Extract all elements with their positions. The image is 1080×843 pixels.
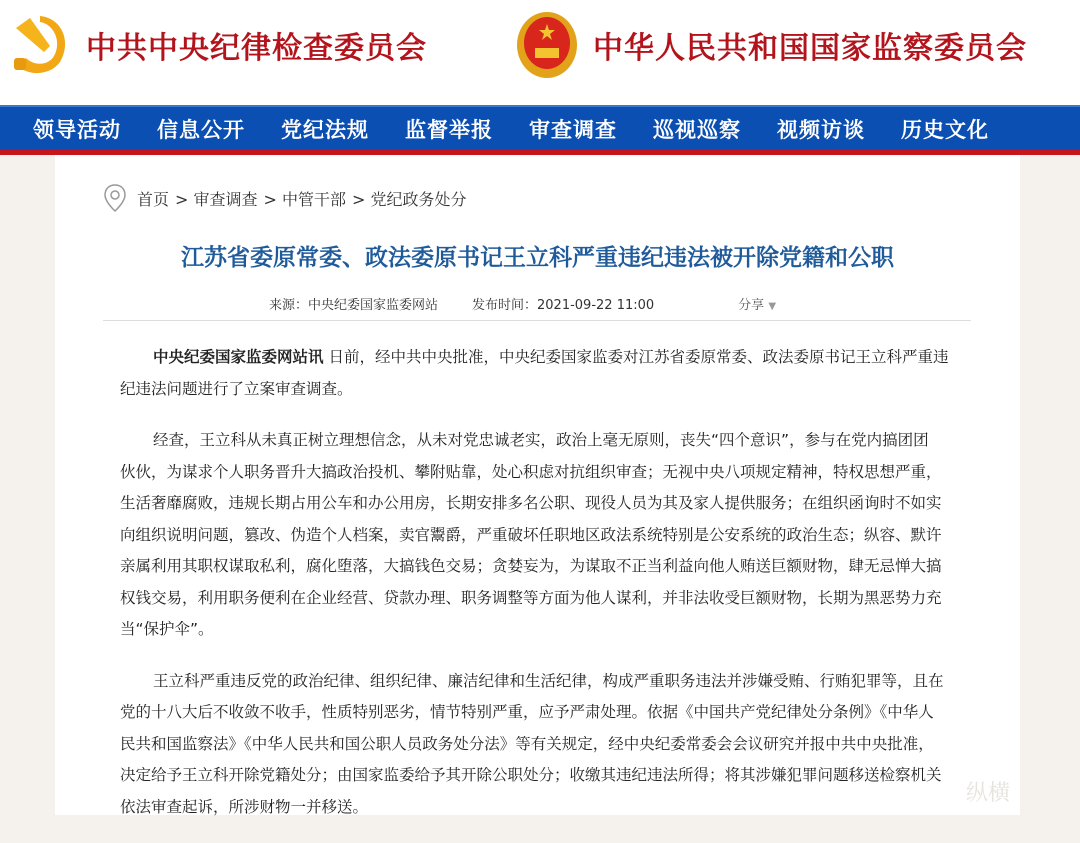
breadcrumb-discipline[interactable]: > 党纪政务处分 [352, 189, 467, 209]
nav-report[interactable]: 监督举报 [405, 116, 493, 142]
share-label: 分享 [738, 298, 765, 313]
paragraph-line [120, 342, 965, 374]
line-text: 亲属利用其职权谋取私利，腐化堕落，大搞钱色交易；贪婪妄为，为谋取不正当利益向他人贿送巨额财物，肆无忌惮大搞 [120, 557, 942, 575]
nav-history[interactable]: 历史文化 [901, 116, 989, 142]
share-button[interactable] [738, 294, 776, 313]
paragraph-line [120, 729, 965, 761]
watermark: 纵横 [965, 781, 1010, 806]
nsc-logo[interactable] [515, 10, 1027, 80]
line-text: 依法审查起诉，所涉财物一并移送。 [120, 797, 369, 816]
article-paragraph [120, 425, 965, 646]
party-emblem-icon [10, 12, 72, 78]
line-text: 党的十八大后不收敛不收手，性质特别恶劣，情节特别严重，应予严肃处理。依据《中国共产党纪律处分条例》《中华人 [120, 703, 934, 721]
article-meta [269, 294, 810, 313]
line-text: 当“保护伞”。 [120, 620, 214, 638]
breadcrumb-investigation[interactable]: > 审查调查 [175, 189, 258, 209]
line-text: 纪违法问题进行了立案审查调查。 [120, 379, 353, 398]
paragraph-line [120, 792, 965, 824]
nav-leadership[interactable]: 领导活动 [33, 116, 121, 142]
ccdi-logo[interactable] [10, 12, 427, 78]
paragraph-line [120, 488, 965, 520]
line-text: 民共和国监察法》《中华人民共和国公职人员政务处分法》等有关规定，经中央纪委常委会会议研究并报中共中央批准， [120, 734, 934, 753]
paragraph-line [120, 614, 965, 646]
article-container [55, 155, 1020, 815]
nav-inspection[interactable]: 巡视巡察 [653, 116, 741, 142]
paragraph-line [120, 760, 965, 792]
article-paragraph [120, 666, 965, 824]
article-body [120, 342, 965, 843]
paragraph-line [120, 666, 965, 698]
line-text: 决定给予王立科开除党籍处分；由国家监委给予其开除公职处分；收缴其违纪违法所得；将其涉嫌犯罪问题移送检察机关 [120, 766, 942, 784]
breadcrumb-home[interactable]: 首页 [137, 189, 170, 209]
paragraph-line [120, 697, 965, 729]
article-source: 来源：中央纪委国家监委网站 [269, 298, 439, 313]
breadcrumb-central-cadres[interactable]: > 中管干部 [263, 189, 347, 209]
line-text: 权钱交易，利用职务便利在企业经营、贷款办理、职务调整等方面为他人谋利，并非法收受巨额财物，长期为黑恶势力充 [120, 588, 942, 607]
line-text: 伙伙，为谋求个人职务晋升大搞政治投机、攀附贴靠，处心积虑对抗组织审查；无视中央八项规定精神，特权思想严重， [120, 462, 942, 481]
nav-info-disclosure[interactable]: 信息公开 [157, 116, 245, 142]
line-text: 日前，经中共中央批准，中央纪委国家监委对江苏省委原常委、政法委原书记王立科严重违 [328, 348, 949, 366]
org2-name: 中华人民共和国国家监察委员会 [593, 31, 1027, 66]
divider [103, 320, 971, 321]
paragraph-line [120, 520, 965, 552]
paragraph-line [120, 425, 965, 457]
site-header [0, 0, 1080, 105]
national-emblem-icon [515, 10, 579, 80]
article-date: 发布时间：2021-09-22 11:00 [472, 298, 655, 313]
nav-investigation[interactable]: 审查调查 [529, 116, 617, 142]
article-title: 江苏省委原常委、政法委原书记王立科严重违纪违法被开除党籍和公职 [181, 245, 894, 271]
org1-name: 中共中央纪律检查委员会 [86, 31, 427, 66]
article-paragraph [120, 342, 965, 405]
location-pin-icon [103, 183, 127, 213]
breadcrumb [103, 183, 473, 213]
lead-source: 中央纪委国家监委网站讯 [153, 348, 324, 366]
paragraph-line [120, 374, 965, 406]
nav-regulations[interactable]: 党纪法规 [281, 116, 369, 142]
line-text: 经查，王立科从未真正树立理想信念，从未对党忠诚老实，政治上毫无原则，丧失“四个意识”，参与在党内搞团团 [153, 431, 929, 449]
main-nav [0, 105, 1080, 150]
paragraph-line [120, 583, 965, 615]
line-text: 王立科严重违反党的政治纪律、组织纪律、廉洁纪律和生活纪律，构成严重职务违法并涉嫌受贿、行贿犯罪等，且在 [153, 671, 944, 690]
caret-down-icon: ▼ [768, 301, 777, 312]
paragraph-line [120, 457, 965, 489]
line-text: 向组织说明问题，篡改、伪造个人档案，卖官鬻爵，严重破坏任职地区政法系统特别是公安系统的政治生态；纵容、默许 [120, 525, 942, 544]
nav-video[interactable]: 视频访谈 [777, 116, 865, 142]
paragraph-line [120, 551, 965, 583]
line-text: 生活奢靡腐败，违规长期占用公车和办公用房，长期安排多名公职、现役人员为其及家人提供服务；在组织函询时不如实 [120, 494, 942, 512]
